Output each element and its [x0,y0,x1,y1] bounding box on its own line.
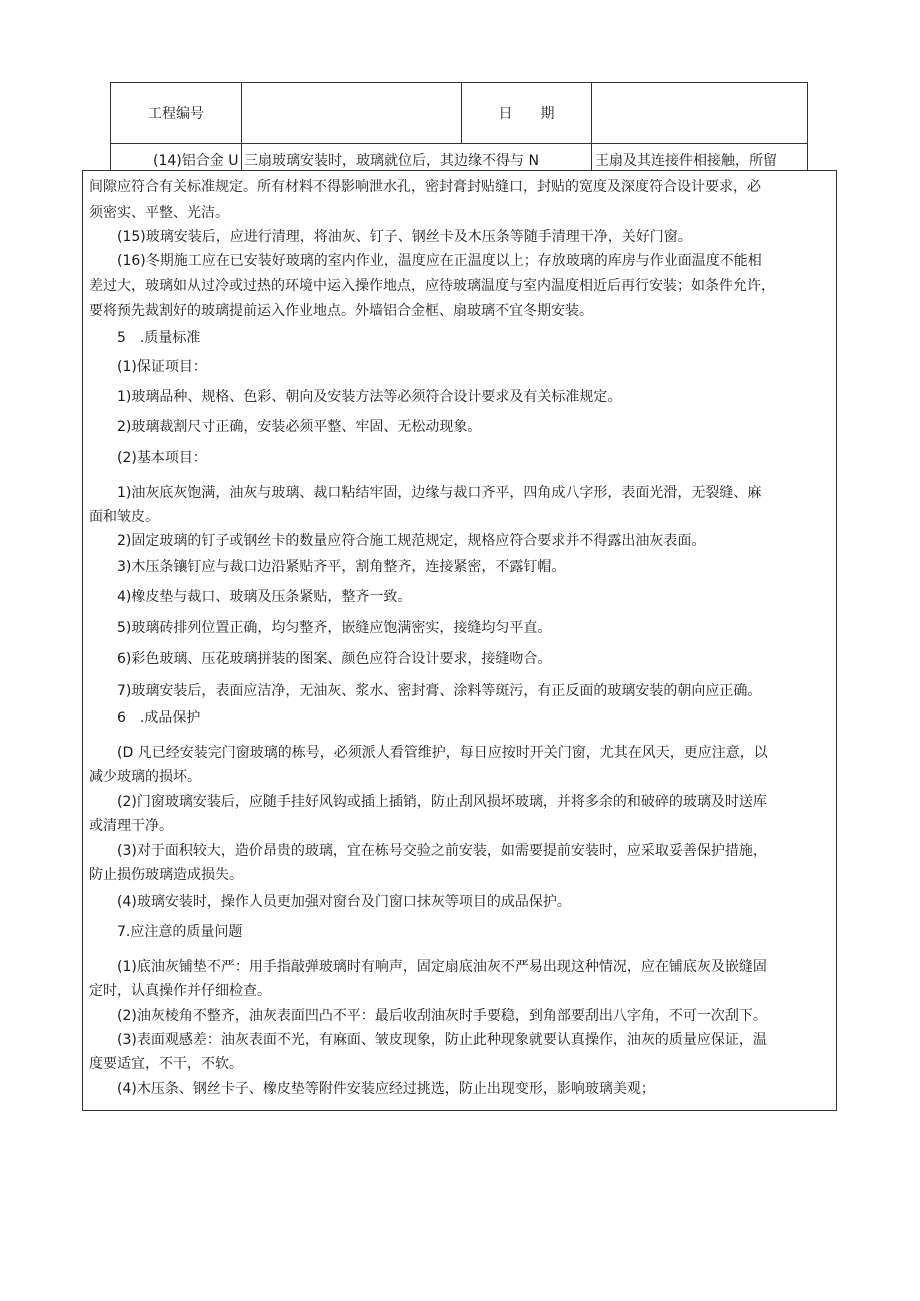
text-line: 2)玻璃裁割尺寸正确，安装必须平整、牢固、无松动现象。 [89,419,482,435]
project-no-value [242,83,461,143]
strip-text-1: (14)铝合金 U [153,153,239,169]
text-line: 间隙应符合有关标准规定。所有材料不得影响泄水孔，密封膏封贴缝口，封贴的宽度及深度符合设计要求，必 [89,179,761,195]
text-line: (1)保证项目： [89,359,207,375]
text-line: (16)冬期施工应在已安装好玻璃的室内作业，温度应在正温度以上；存放玻璃的库房与作业面温度不能相 [89,253,762,269]
text-line: 定时，认真操作并仔细检查。 [89,983,271,999]
text-line: 度要适宜，不干，不软。 [89,1056,243,1072]
text-line: 2)固定玻璃的钉子或钢丝卡的数量应符合施工规范规定，规格应符合要求并不得露出油灰表面。 [89,533,706,549]
text-line: 面和皱皮。 [89,509,159,525]
text-line: (2)门窗玻璃安装后，应随手挂好风钩或插上插销，防止刮风损坏玻璃，并将多余的和破碎的玻璃及时送库 [89,794,767,810]
text-line: 或清理干净。 [89,818,173,834]
text-line: (15)玻璃安装后，应进行清理，将油灰、钉子、钢丝卡及木压条等随手清理干净，关好门窗。 [89,229,692,245]
text-line: 1)油灰底灰饱满，油灰与玻璃、裁口粘结牢固，边缘与裁口齐平，四角成八字形，表面光滑，无裂缝、麻 [89,485,762,501]
text-line: (D 凡已经安装完门窗玻璃的栋号，必须派人看管维护，每日应按时开关门窗，尤其在风天，更应注意，以 [89,745,768,761]
text-line: (2)基本项目： [89,450,207,466]
text-line: 1)玻璃品种、规格、色彩、朝向及安装方法等必须符合设计要求及有关标准规定。 [89,389,622,405]
text-line: 7)玻璃安装后，表面应洁净，无油灰、浆水、密封膏、涂料等斑污，有正反面的玻璃安装的朝向应正确。 [89,683,762,699]
text-line: 防止损伤玻璃造成损失。 [89,867,243,883]
text-line: 差过大，玻璃如从过冷或过热的环境中运入操作地点，应待玻璃温度与室内温度相近后再行安装；如条件允许， [89,278,775,294]
text-line: (4)玻璃安装时，操作人员更加强对窗台及门窗口抹灰等项目的成品保护。 [89,894,571,910]
text-line: 减少玻璃的损坏。 [89,769,201,785]
strip-text-3: 王扇及其连接件相接触，所留 [595,153,777,169]
text-line: (2)油灰棱角不整齐，油灰表面凹凸不平：最后收刮油灰时手要稳，到角部要刮出八字角，不可一次刮下。 [89,1008,767,1024]
continuation-strip [110,143,808,170]
date-label: 日 期 [498,106,555,122]
section-heading: 5 .质量标准 [89,330,201,346]
content-box [82,170,837,1111]
section-heading: 6 .成品保护 [89,710,201,726]
project-no-label: 工程编号 [148,106,204,122]
text-line: 6)彩色玻璃、压花玻璃拼装的图案、颜色应符合设计要求，接缝吻合。 [89,651,552,667]
strip-text-2: 三扇玻璃安装时，玻璃就位后，其边缘不得与 N [244,153,539,169]
text-line: (1)底油灰铺垫不严：用手指敲弹玻璃时有响声，固定扇底油灰不严易出现这种情况，应在铺底灰及嵌缝固 [89,959,767,975]
divider [241,143,242,170]
divider [591,143,592,170]
text-line: (3)表面观感差：油灰表面不光，有麻面、皱皮现象，防止此种现象就要认真操作，油灰的质量应保证，温 [89,1032,767,1048]
text-line: (3)对于面积较大，造价昂贵的玻璃，宜在栋号交验之前安装，如需要提前安装时，应采取妥善保护措施， [89,843,767,859]
text-line: 须密实、平整、光洁。 [89,205,229,221]
text-line: (4)木压条、钢丝卡子、橡皮垫等附件安装应经过挑选，防止出现变形，影响玻璃美观； [89,1081,655,1097]
text-line: 5)玻璃砖排列位置正确，均匀整齐，嵌缝应饱满密实，接缝均匀平直。 [89,620,552,636]
date-value [592,83,807,143]
text-line: 4)橡皮垫与裁口、玻璃及压条紧贴，整齐一致。 [89,589,412,605]
section-heading: 7.应注意的质量问题 [89,924,243,940]
text-line: 要将预先裁割好的玻璃提前运入作业地点。外墙铝合金框、扇玻璃不宜冬期安装。 [89,303,593,319]
text-line: 3)木压条镶钉应与裁口边沿紧贴齐平，割角整齐，连接紧密，不露钉帽。 [89,559,566,575]
header-table [110,82,808,144]
